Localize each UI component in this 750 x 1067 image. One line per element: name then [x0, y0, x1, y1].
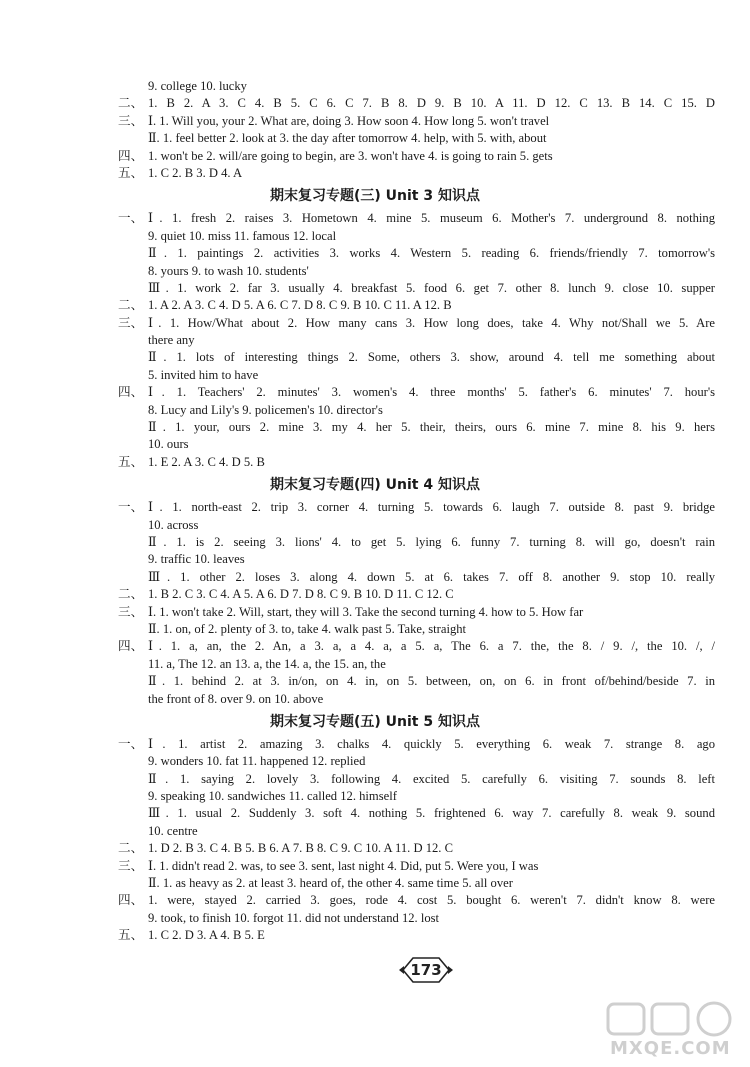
answer-text: Ⅲ. 1. work 2. far 3. usually 4. breakfast 5. food 6. get 7. other 8. lunch 9. close 10. supper	[148, 280, 715, 295]
section-number: 四、	[118, 385, 144, 400]
answer-line	[0, 638, 750, 655]
answer-line	[0, 517, 750, 534]
section-number: 一、	[118, 211, 144, 226]
answer-line	[0, 367, 750, 384]
answer-line	[0, 454, 750, 471]
watermark-icon	[600, 1000, 750, 1040]
answer-text: 9. took, to finish 10. forgot 11. did not understand 12. lost	[148, 910, 440, 925]
answer-text: the front of 8. over 9. on 10. above	[148, 691, 324, 706]
answer-line	[0, 875, 750, 892]
section-number: 一、	[118, 500, 144, 515]
answer-text: 1. C 2. B 3. D 4. A	[148, 165, 243, 180]
answer-line	[0, 419, 750, 436]
answer-text: 10. across	[148, 517, 199, 532]
answer-text: Ⅱ. 1. paintings 2. activities 3. works 4. Western 5. reading 6. friends/friendly 7. tomorrow's	[148, 246, 715, 261]
answer-text: 10. centre	[148, 823, 198, 838]
answer-line	[0, 315, 750, 332]
answer-line	[0, 788, 750, 805]
answer-text: 1. A 2. A 3. C 4. D 5. A 6. C 7. D 8. C 9. B 10. C 11. A 12. B	[148, 298, 452, 313]
answer-line	[0, 569, 750, 586]
answer-line	[0, 927, 750, 944]
answer-text: Ⅱ. 1. saying 2. lovely 3. following 4. excited 5. carefully 6. visiting 7. sounds 8. left	[148, 771, 715, 786]
answer-line	[0, 297, 750, 314]
answer-text: Ⅱ. 1. as heavy as 2. at least 3. heard of, the other 4. same time 5. all over	[148, 876, 513, 891]
answer-text: 1. won't be 2. will/are going to begin, are 3. won't have 4. is going to rain 5. gets	[148, 148, 553, 163]
answer-text: Ⅱ. 1. your, ours 2. mine 3. my 4. her 5. their, theirs, ours 6. mine 7. mine 8. his 9. hers	[148, 420, 715, 435]
page-number: 173	[410, 961, 442, 979]
answer-text: Ⅰ. 1. artist 2. amazing 3. chalks 4. quickly 5. everything 6. weak 7. strange 8. ago	[148, 736, 715, 751]
section-number: 一、	[118, 736, 144, 751]
section-number: 五、	[118, 165, 144, 180]
watermark-text: MXQE.COM	[610, 1038, 731, 1059]
answer-text: 9. traffic 10. leaves	[148, 552, 245, 567]
answer-text: 1. C 2. D 3. A 4. B 5. E	[148, 928, 265, 943]
answer-line	[0, 586, 750, 603]
section-number: 五、	[118, 454, 144, 469]
answer-line	[0, 656, 750, 673]
section-number: 四、	[118, 639, 144, 654]
answer-line	[0, 604, 750, 621]
answer-text: 1. E 2. A 3. C 4. D 5. B	[148, 454, 265, 469]
answer-text: Ⅲ. 1. usual 2. Suddenly 3. soft 4. nothing 5. frightened 6. way 7. carefully 8. weak 9. sound	[148, 806, 715, 821]
answer-line	[0, 384, 750, 401]
answer-text: 9. college 10. lucky	[148, 79, 247, 93]
section-number: 五、	[118, 928, 144, 943]
answer-line	[0, 245, 750, 262]
answer-line	[0, 805, 750, 822]
section-heading: 期末复习专题(五) Unit 5 知识点	[270, 713, 480, 730]
answer-text: Ⅰ. 1. How/What about 2. How many cans 3. How long does, take 4. Why not/Shall we 5. Are	[148, 315, 715, 330]
answer-text: Ⅰ. 1. didn't read 2. was, to see 3. sent, last night 4. Did, put 5. Were you, I was	[148, 858, 539, 873]
section-number: 二、	[118, 587, 144, 602]
answer-line	[0, 113, 750, 130]
answer-line	[0, 858, 750, 875]
answer-line	[0, 621, 750, 638]
answer-text: Ⅰ. 1. Teachers' 2. minutes' 3. women's 4. three months' 5. father's 6. minutes' 7. hour's	[148, 385, 715, 400]
answer-text: 9. wonders 10. fat 11. happened 12. replied	[148, 754, 366, 769]
answer-line	[0, 499, 750, 516]
answer-text: 5. invited him to have	[148, 367, 259, 382]
answer-text: Ⅰ. 1. a, an, the 2. An, a 3. a, a 4. a, a 5. a, The 6. a 7. the, the 8. / 9. /, the 10. /, /	[148, 639, 715, 654]
answer-line	[0, 840, 750, 857]
answer-line	[0, 534, 750, 551]
answer-text: Ⅰ. 1. won't take 2. Will, start, they will 3. Take the second turning 4. how to 5. How far	[148, 604, 584, 619]
answer-line	[0, 349, 750, 366]
answer-line	[0, 228, 750, 245]
answer-text: 9. speaking 10. sandwiches 11. called 12. himself	[148, 789, 397, 804]
answer-text: 1. D 2. B 3. C 4. B 5. B 6. A 7. B 8. C 9. C 10. A 11. D 12. C	[148, 841, 453, 856]
section-number: 四、	[118, 893, 144, 908]
answer-line	[0, 402, 750, 419]
answer-line	[0, 165, 750, 182]
answer-line	[0, 551, 750, 568]
answer-line	[0, 753, 750, 770]
answer-text: 8. yours 9. to wash 10. students'	[148, 263, 309, 278]
answer-text: 9. quiet 10. miss 11. famous 12. local	[148, 228, 337, 243]
answer-text: 1. were, stayed 2. carried 3. goes, rode 4. cost 5. bought 6. weren't 7. didn't know 8. were	[148, 893, 715, 908]
answer-line	[0, 263, 750, 280]
section-number: 二、	[118, 298, 144, 313]
answer-line	[0, 892, 750, 909]
answer-key-page	[0, 78, 750, 945]
answer-text: Ⅱ. 1. feel better 2. look at 3. the day after tomorrow 4. help, with 5. with, about	[148, 131, 547, 146]
answer-text: 8. Lucy and Lily's 9. policemen's 10. director's	[148, 402, 383, 417]
answer-text: Ⅰ. 1. Will you, your 2. What are, doing 3. How soon 4. How long 5. won't travel	[148, 113, 550, 128]
answer-line	[0, 823, 750, 840]
section-heading: 期末复习专题(三) Unit 3 知识点	[270, 188, 480, 205]
answer-text: Ⅱ. 1. is 2. seeing 3. lions' 4. to get 5. lying 6. funny 7. turning 8. will go, doesn't rain	[148, 534, 715, 549]
section-number: 二、	[118, 96, 144, 111]
answer-line	[0, 691, 750, 708]
answer-text: Ⅱ. 1. on, of 2. plenty of 3. to, take 4. walk past 5. Take, straight	[148, 621, 467, 636]
answer-text: 1. B 2. A 3. C 4. B 5. C 6. C 7. B 8. D 9. B 10. A 11. D 12. C 13. B 14. C 15. D	[148, 96, 715, 111]
answer-line	[0, 436, 750, 453]
answer-line	[0, 130, 750, 147]
section-number: 二、	[118, 841, 144, 856]
section-number: 三、	[118, 113, 144, 128]
answer-line	[0, 771, 750, 788]
answer-line	[0, 673, 750, 690]
section-number: 四、	[118, 148, 144, 163]
answer-line	[0, 95, 750, 112]
page-number-badge	[399, 955, 453, 985]
answer-line	[0, 280, 750, 297]
answer-text: 11. a, The 12. an 13. a, the 14. a, the 15. an, the	[148, 656, 386, 671]
answer-line	[0, 910, 750, 927]
answer-text: Ⅰ. 1. north-east 2. trip 3. corner 4. turning 5. towards 6. laugh 7. outside 8. past 9. bridge	[148, 500, 715, 515]
answer-text: Ⅱ. 1. behind 2. at 3. in/on, on 4. in, on 5. between, on, on 6. in front of/behind/beside 7. in	[148, 674, 715, 689]
answer-text: 1. B 2. C 3. C 4. A 5. A 6. D 7. D 8. C 9. B 10. D 11. C 12. C	[148, 587, 454, 602]
answer-line	[0, 78, 750, 95]
answer-line	[0, 332, 750, 349]
section-number: 三、	[118, 858, 144, 873]
watermark-logo	[600, 1000, 750, 1067]
answer-text: Ⅰ. 1. fresh 2. raises 3. Hometown 4. mine 5. museum 6. Mother's 7. underground 8. nothing	[148, 211, 715, 226]
section-number: 三、	[118, 604, 144, 619]
answer-line	[0, 148, 750, 165]
answer-line	[0, 210, 750, 227]
answer-line	[0, 736, 750, 753]
answer-text: Ⅲ. 1. other 2. loses 3. along 4. down 5. at 6. takes 7. off 8. another 9. stop 10. really	[148, 569, 715, 584]
answer-text: Ⅱ. 1. lots of interesting things 2. Some, others 3. show, around 4. tell me something about	[148, 350, 715, 365]
section-heading: 期末复习专题(四) Unit 4 知识点	[270, 477, 480, 494]
answer-text: there any	[148, 333, 195, 348]
answer-text: 10. ours	[148, 437, 189, 452]
section-number: 三、	[118, 315, 144, 330]
